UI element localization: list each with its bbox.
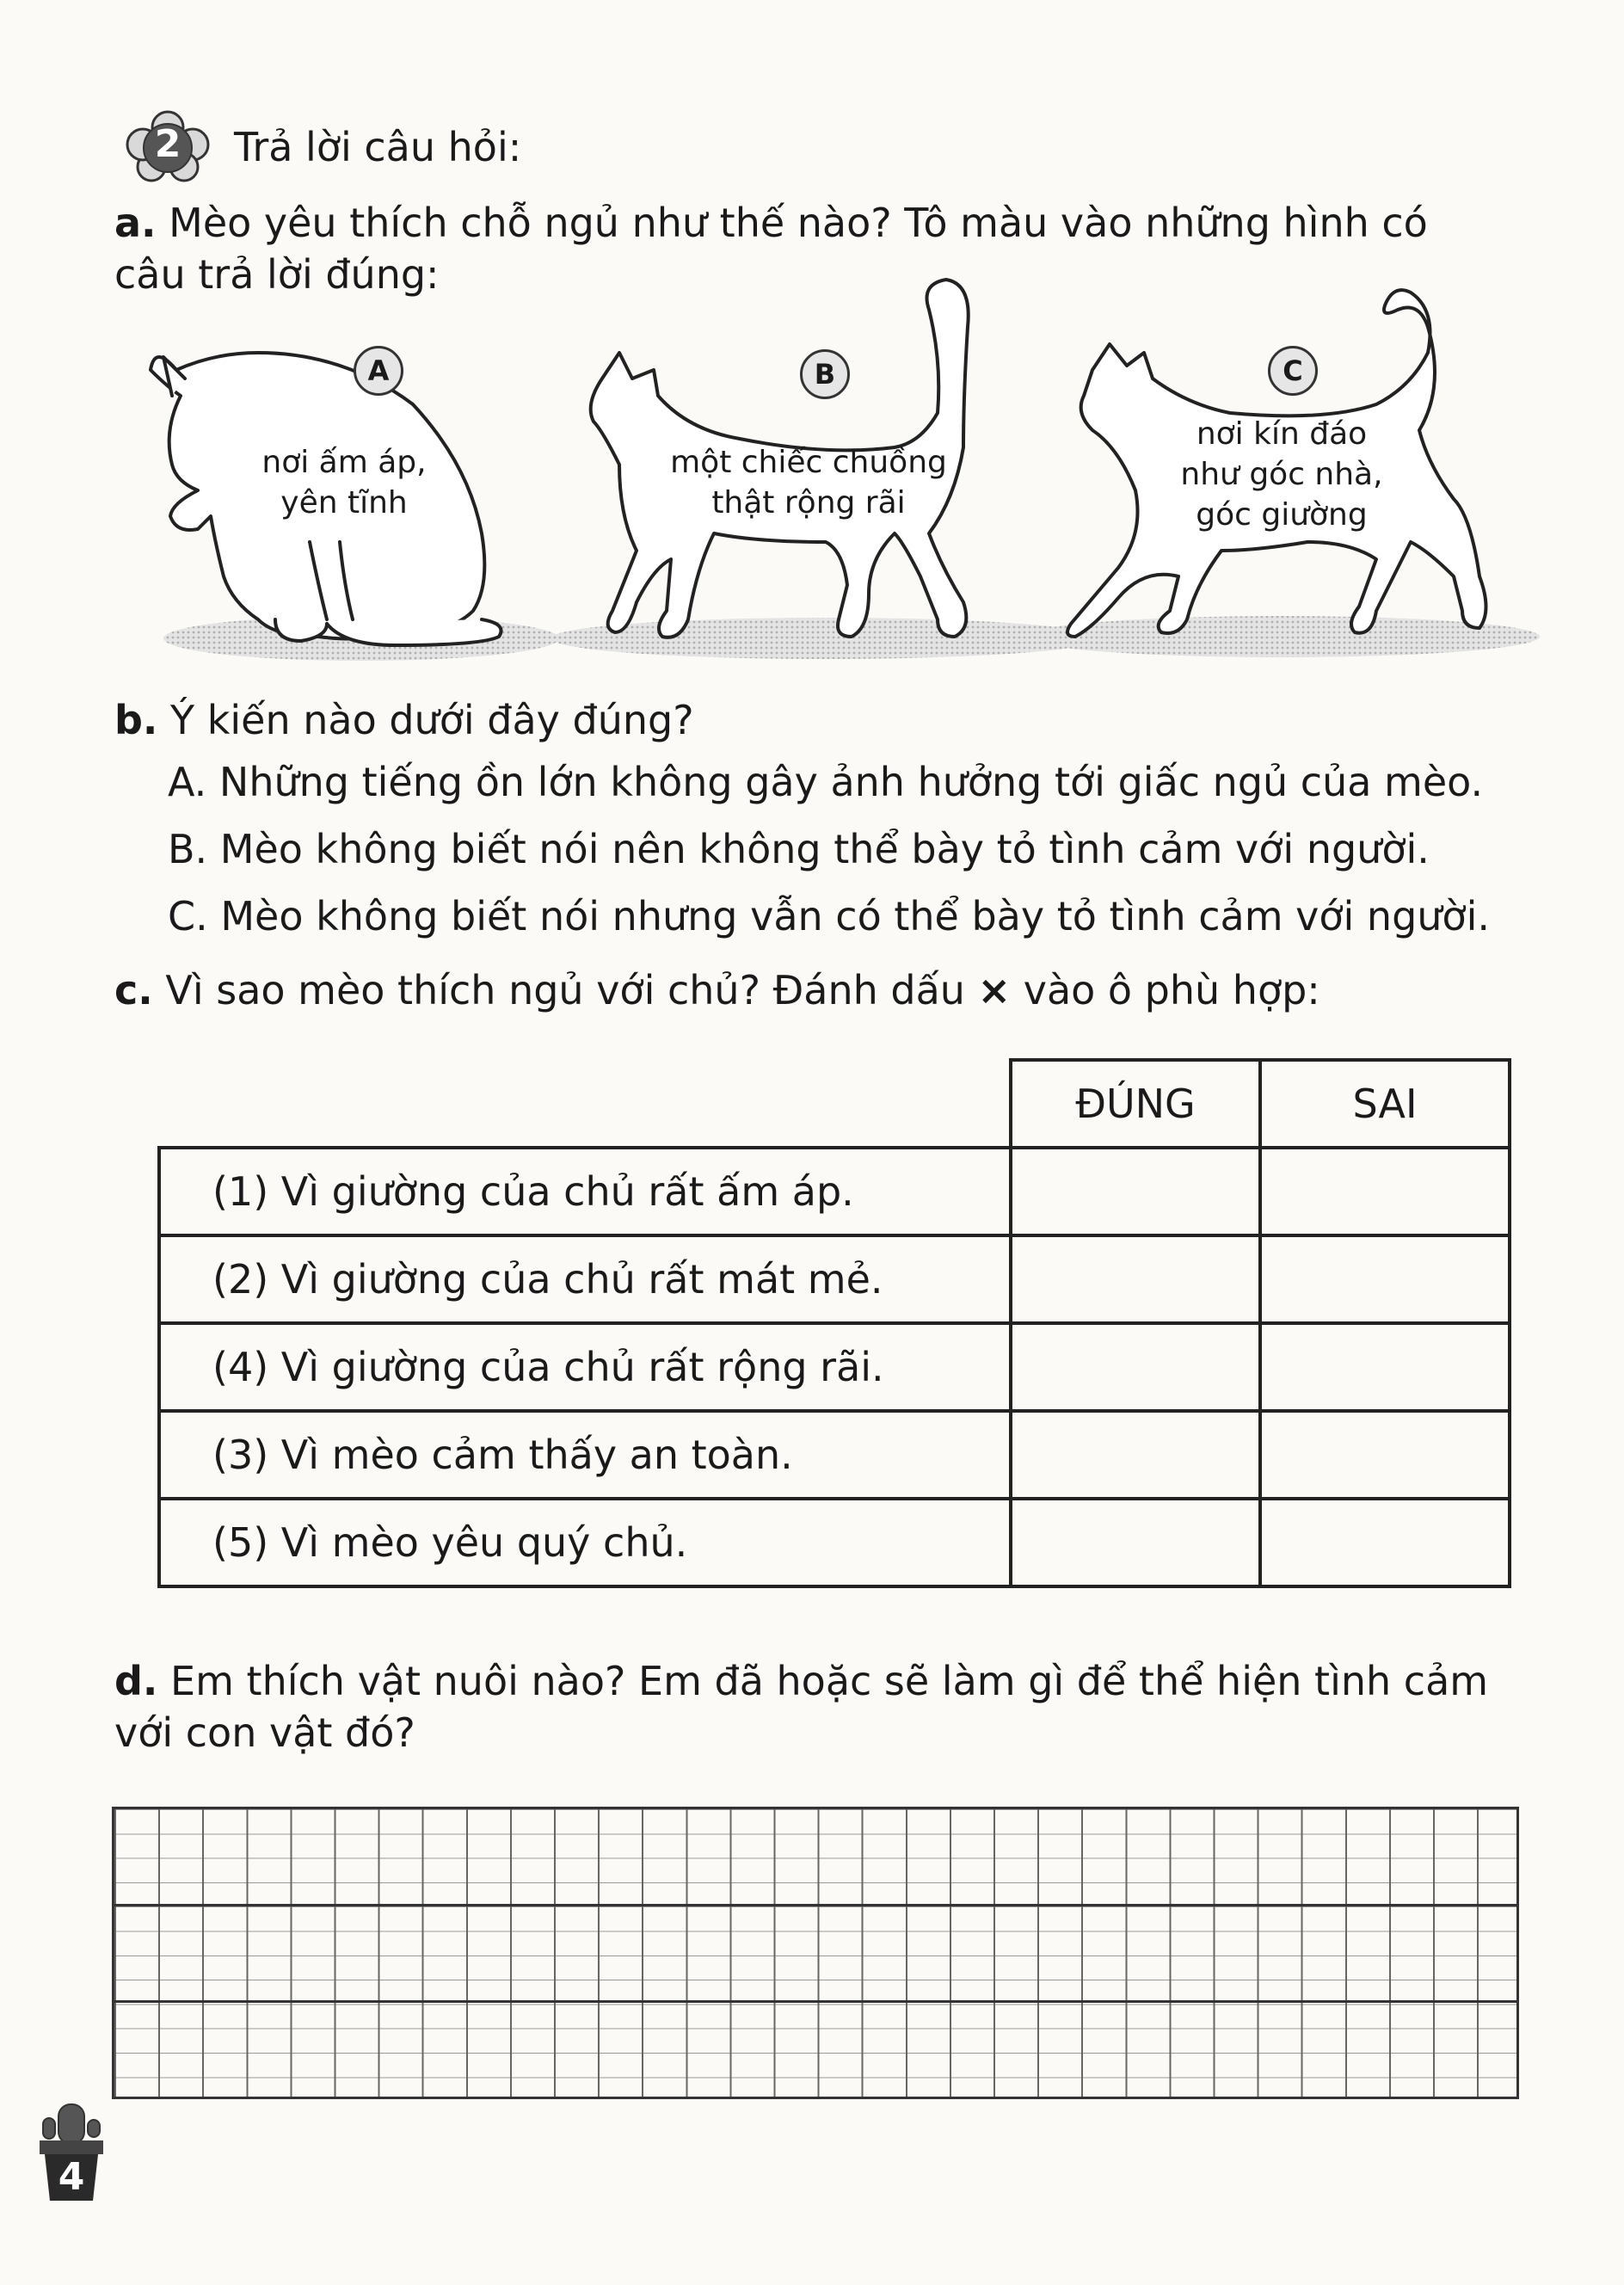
cat-b-label-line2: thật rộng rãi	[711, 484, 906, 520]
checkbox-false-5[interactable]	[1260, 1499, 1510, 1586]
cat-a-label-line1: nơi ấm áp,	[261, 445, 427, 480]
question-b-letter: b.	[114, 697, 158, 743]
col-header-false: SAI	[1260, 1060, 1510, 1148]
cat-a-label[interactable]	[232, 443, 456, 524]
question-b	[114, 695, 694, 747]
section-badge	[120, 110, 215, 182]
cat-b-label-line1: một chiếc chuồng	[670, 445, 947, 480]
question-d-text-line2: với con vật đó?	[114, 1709, 415, 1756]
checkbox-true-1[interactable]	[1011, 1148, 1260, 1235]
col-header-true: ĐÚNG	[1011, 1060, 1260, 1148]
table-row	[159, 1235, 1510, 1323]
section-title: Trả lời câu hỏi:	[234, 124, 522, 170]
statement-2: (2) Vì giường của chủ rất mát mẻ.	[159, 1235, 1011, 1323]
checkbox-false-2[interactable]	[1260, 1235, 1510, 1323]
statement-1: (1) Vì giường của chủ rất ấm áp.	[159, 1148, 1011, 1235]
checkbox-true-5[interactable]	[1011, 1499, 1260, 1586]
question-c-text-after: vào ô phù hợp:	[1023, 967, 1320, 1013]
statement-3: (4) Vì giường của chủ rất rộng rãi.	[159, 1323, 1011, 1411]
cat-c-label-line1: nơi kín đáo	[1196, 416, 1368, 452]
checkbox-true-2[interactable]	[1011, 1235, 1260, 1323]
question-c	[114, 965, 1320, 1017]
question-b-text: Ý kiến nào dưới đây đúng?	[170, 697, 694, 743]
table-row	[159, 1411, 1510, 1499]
question-d	[114, 1656, 1594, 1759]
statement-5: (5) Vì mèo yêu quý chủ.	[159, 1499, 1011, 1586]
question-a-text-line2: câu trả lời đúng:	[114, 250, 440, 298]
table-row	[159, 1323, 1510, 1411]
cat-c-label-line3: góc giường	[1196, 496, 1368, 533]
question-c-text-before: Vì sao mèo thích ngủ với chủ? Đánh dấu	[165, 967, 965, 1013]
option-b[interactable]: B. Mèo không biết nói nên không thể bày tỏ tình cảm với người.	[168, 826, 1430, 872]
question-d-letter: d.	[114, 1658, 158, 1704]
question-a-text-line1: Mèo yêu thích chỗ ngủ như thế nào? Tô màu vào những hình có	[169, 200, 1428, 246]
writing-grid[interactable]	[112, 1807, 1519, 2099]
page-number: 4	[58, 2155, 85, 2199]
cat-a-badge: A	[354, 346, 403, 396]
statement-4: (3) Vì mèo cảm thấy an toàn.	[159, 1411, 1011, 1499]
option-a[interactable]: A. Những tiếng ồn lớn không gây ảnh hưởng tới giấc ngủ của mèo.	[168, 759, 1484, 805]
cat-b-label[interactable]	[662, 443, 955, 524]
cat-c-label-line2: như góc nhà,	[1180, 456, 1383, 492]
checkbox-false-3[interactable]	[1260, 1323, 1510, 1411]
cat-a-label-line2: yên tĩnh	[280, 484, 408, 520]
cat-b-badge: B	[800, 349, 850, 399]
option-c[interactable]: C. Mèo không biết nói nhưng vẫn có thể bày tỏ tình cảm với người.	[168, 893, 1490, 939]
table-row	[159, 1499, 1510, 1586]
question-a-letter: a.	[114, 200, 157, 246]
table-header-row	[159, 1060, 1510, 1148]
x-mark-icon: ×	[977, 967, 1012, 1013]
cat-c-badge: C	[1268, 346, 1318, 396]
table-row	[159, 1148, 1510, 1235]
question-d-text-line1: Em thích vật nuôi nào? Em đã hoặc sẽ làm gì để thể hiện tình cảm	[170, 1658, 1489, 1704]
table-corner	[159, 1060, 1011, 1148]
question-c-letter: c.	[114, 967, 153, 1013]
answer-table	[157, 1058, 1511, 1588]
cat-c-label[interactable]	[1144, 415, 1419, 535]
section-number: 2	[154, 122, 181, 166]
checkbox-false-4[interactable]	[1260, 1411, 1510, 1499]
checkbox-false-1[interactable]	[1260, 1148, 1510, 1235]
checkbox-true-3[interactable]	[1011, 1323, 1260, 1411]
checkbox-true-4[interactable]	[1011, 1411, 1260, 1499]
